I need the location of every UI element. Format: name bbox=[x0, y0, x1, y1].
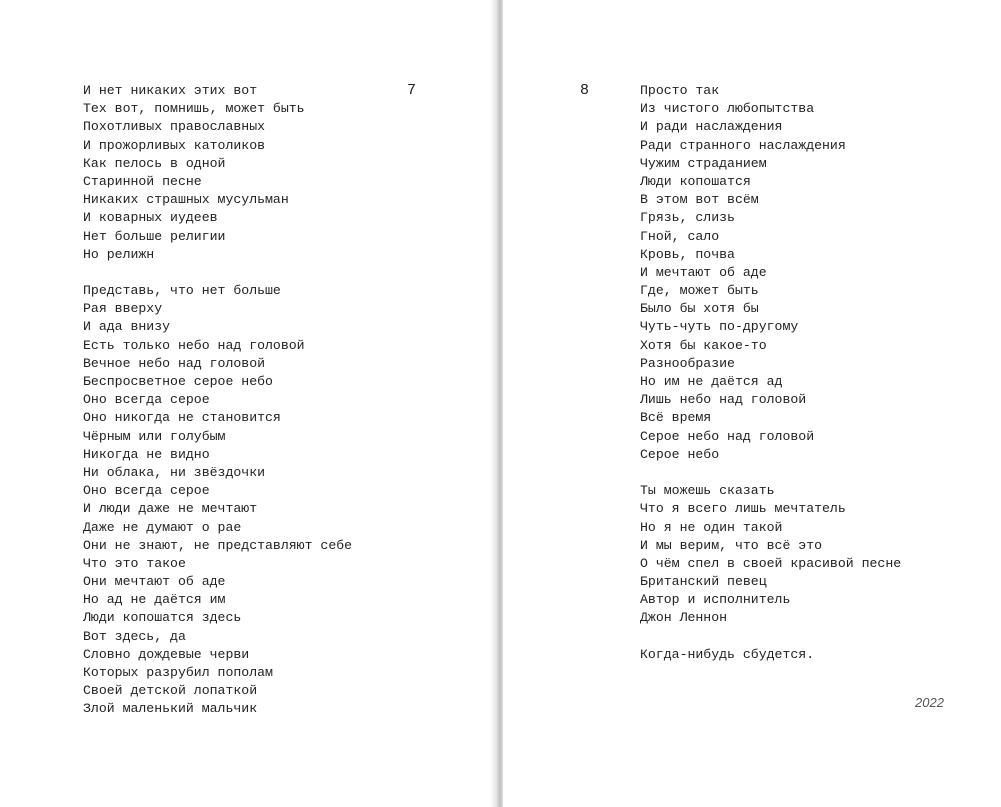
poem-line bbox=[83, 264, 352, 282]
poem-line: Вечное небо над головой bbox=[83, 355, 266, 371]
left-page bbox=[0, 0, 497, 807]
poem-line: Хотя бы какое-то bbox=[640, 337, 767, 353]
poem-line: Автор и исполнитель bbox=[640, 592, 791, 608]
poem-line: Серое небо над головой bbox=[640, 428, 815, 444]
poem-line: Из чистого любопытства bbox=[640, 101, 815, 117]
poem-line: И мечтают об аде bbox=[640, 264, 767, 280]
poem-line: Гной, сало bbox=[640, 228, 720, 244]
poem-line: Но им не даётся ад bbox=[640, 374, 783, 389]
page-number-right: 8 bbox=[580, 82, 590, 99]
right-page bbox=[503, 0, 1001, 807]
poem-line: Похотливых православных bbox=[83, 119, 266, 135]
poem-line: И мы верим, что всё это bbox=[640, 537, 823, 553]
poem-line: Никогда не видно bbox=[83, 446, 210, 462]
poem-line: Словно дождевые черви bbox=[83, 646, 250, 662]
poem-line bbox=[640, 464, 901, 482]
poem-line: Которых разрубил пополам bbox=[83, 665, 273, 680]
poem-line: Просто так bbox=[640, 83, 720, 98]
poem-line: Нет больше религии bbox=[83, 228, 226, 244]
poem-line: Тех вот, помнишь, может быть bbox=[83, 101, 305, 117]
poem-line: Что это такое bbox=[83, 555, 186, 571]
poem-line: Но релижн bbox=[83, 246, 155, 262]
poem-line: И нет никаких этих вот bbox=[83, 83, 258, 98]
poem-line: Люди копошатся bbox=[640, 173, 751, 189]
poem-line: Всё время bbox=[640, 410, 712, 426]
poem-line: О чём спел в своей красивой песне bbox=[640, 555, 902, 571]
poem-line: Даже не думают о рае bbox=[83, 519, 242, 535]
poem-line: И ада внизу bbox=[83, 319, 171, 335]
poem-line: Чуть-чуть по-другому bbox=[640, 319, 799, 335]
poem-line: Серое небо bbox=[640, 446, 720, 462]
poem-line: Старинной песне bbox=[83, 173, 202, 189]
poem-line: И ради наслаждения bbox=[640, 119, 783, 135]
poem-line: Лишь небо над головой bbox=[640, 392, 807, 408]
poem-line: Есть только небо над головой bbox=[83, 337, 305, 353]
poem-line: Британский певец bbox=[640, 574, 767, 590]
poem-text-right bbox=[640, 82, 901, 664]
poem-line: Вот здесь, да bbox=[83, 628, 186, 644]
poem-line: Они мечтают об аде bbox=[83, 574, 226, 590]
poem-line: И прожорливых католиков bbox=[83, 137, 266, 153]
poem-text-left bbox=[83, 82, 352, 719]
poem-line: Оно никогда не становится bbox=[83, 410, 281, 426]
poem-line: Когда-нибудь сбудется. bbox=[640, 646, 815, 662]
poem-line: Ради странного наслаждения bbox=[640, 137, 846, 153]
poem-line: Они не знают, не представляют себе bbox=[83, 537, 353, 553]
poem-line: Было бы хотя бы bbox=[640, 301, 759, 317]
poem-line: В этом вот всём bbox=[640, 192, 759, 208]
poem-line: Своей детской лопаткой bbox=[83, 683, 258, 699]
poem-line: Где, может быть bbox=[640, 283, 759, 299]
page-number-left: 7 bbox=[407, 82, 417, 99]
poem-line: Но ад не даётся им bbox=[83, 592, 226, 608]
poem-line: И люди даже не мечтают bbox=[83, 501, 258, 517]
poem-line: Кровь, почва bbox=[640, 246, 735, 262]
poem-line: И коварных иудеев bbox=[83, 210, 218, 226]
poem-line: Джон Леннон bbox=[640, 610, 728, 626]
poem-year: 2022 bbox=[915, 695, 944, 710]
poem-line: Разнообразие bbox=[640, 355, 735, 371]
poem-line: Беспросветное серое небо bbox=[83, 374, 273, 389]
poem-line: Представь, что нет больше bbox=[83, 283, 281, 299]
poem-line: Но я не один такой bbox=[640, 519, 783, 535]
poem-line: Никаких страшных мусульман bbox=[83, 192, 289, 208]
poem-line: Рая вверху bbox=[83, 301, 163, 317]
poem-line: Злой маленький мальчик bbox=[83, 701, 258, 717]
poem-line: Чёрным или голубым bbox=[83, 428, 226, 444]
poem-line: Люди копошатся здесь bbox=[83, 610, 242, 626]
poem-line: Оно всегда серое bbox=[83, 483, 210, 499]
poem-line: Оно всегда серое bbox=[83, 392, 210, 408]
poem-line: Грязь, слизь bbox=[640, 210, 735, 226]
poem-line: Как пелось в одной bbox=[83, 155, 226, 171]
poem-line: Ты можешь сказать bbox=[640, 483, 775, 499]
poem-line: Что я всего лишь мечтатель bbox=[640, 501, 846, 517]
poem-line: Чужим страданием bbox=[640, 155, 767, 171]
poem-line: Ни облака, ни звёздочки bbox=[83, 464, 266, 480]
poem-line bbox=[640, 628, 901, 646]
